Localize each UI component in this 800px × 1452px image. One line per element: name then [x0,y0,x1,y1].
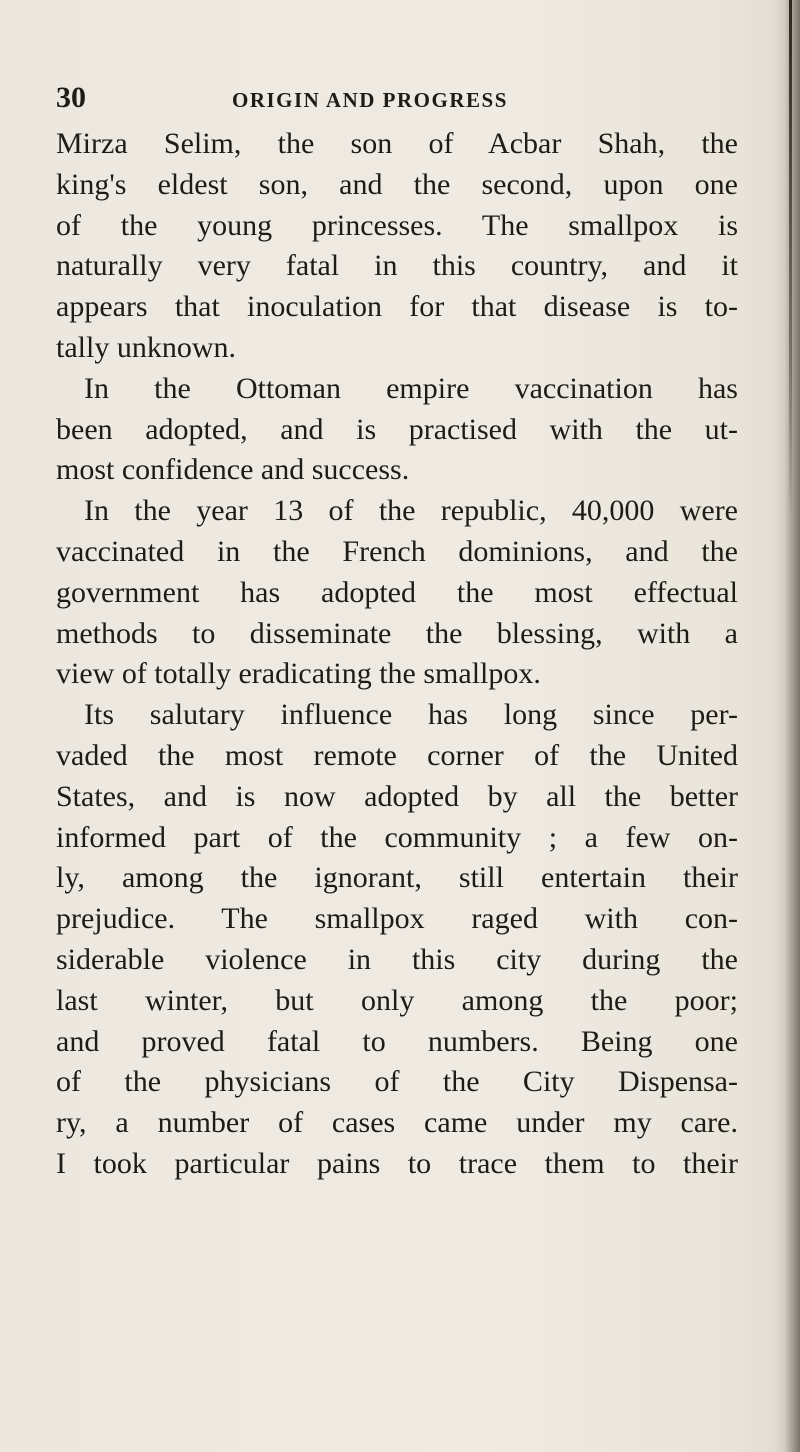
text-line: States, and is now adopted by all the better [56,779,738,813]
text-line: and proved fatal to numbers. Being one [56,1024,738,1058]
text-line: vaccinated in the French dominions, and the [56,534,738,568]
text-line: informed part of the community ; a few on- [56,820,738,854]
text-line: tally unknown. [56,330,236,364]
text-line: king's eldest son, and the second, upon one [56,167,738,201]
text-line: ry, a number of cases came under my care. [56,1106,738,1140]
text-line: naturally very fatal in this country, and it [56,249,738,283]
text-line: I took particular pains to trace them to their [56,1146,738,1180]
text-line: government has adopted the most effectual [56,575,738,609]
page-edge-shadow [774,0,800,1452]
text-line: view of totally eradicating the smallpox. [56,657,541,691]
page-header [56,78,746,118]
text-line: vaded the most remote corner of the United [56,738,738,772]
page-number: 30 [56,81,86,114]
text-line: prejudice. The smallpox raged with con- [56,902,738,936]
body-text [56,124,738,1185]
text-line: siderable violence in this city during the [56,942,738,976]
text-line: most confidence and success. [56,453,410,487]
running-head: ORIGIN AND PROGRESS [232,88,508,112]
text-line: Its salutary influence has long since per- [84,698,738,732]
text-line: appears that inoculation for that disease is to- [56,290,738,324]
text-line: of the physicians of the City Dispensa- [56,1065,738,1099]
text-line: Mirza Selim, the son of Acbar Shah, the [56,127,738,160]
text-line: methods to disseminate the blessing, with a [56,616,738,650]
text-line: of the young princesses. The smallpox is [56,208,738,242]
text-line: In the year 13 of the republic, 40,000 were [84,494,738,528]
binding-edge [789,0,792,520]
text-line: In the Ottoman empire vaccination has [84,371,738,405]
text-line: last winter, but only among the poor; [56,983,738,1017]
text-line: ly, among the ignorant, still entertain their [56,861,738,895]
text-line: been adopted, and is practised with the ut- [56,412,738,446]
